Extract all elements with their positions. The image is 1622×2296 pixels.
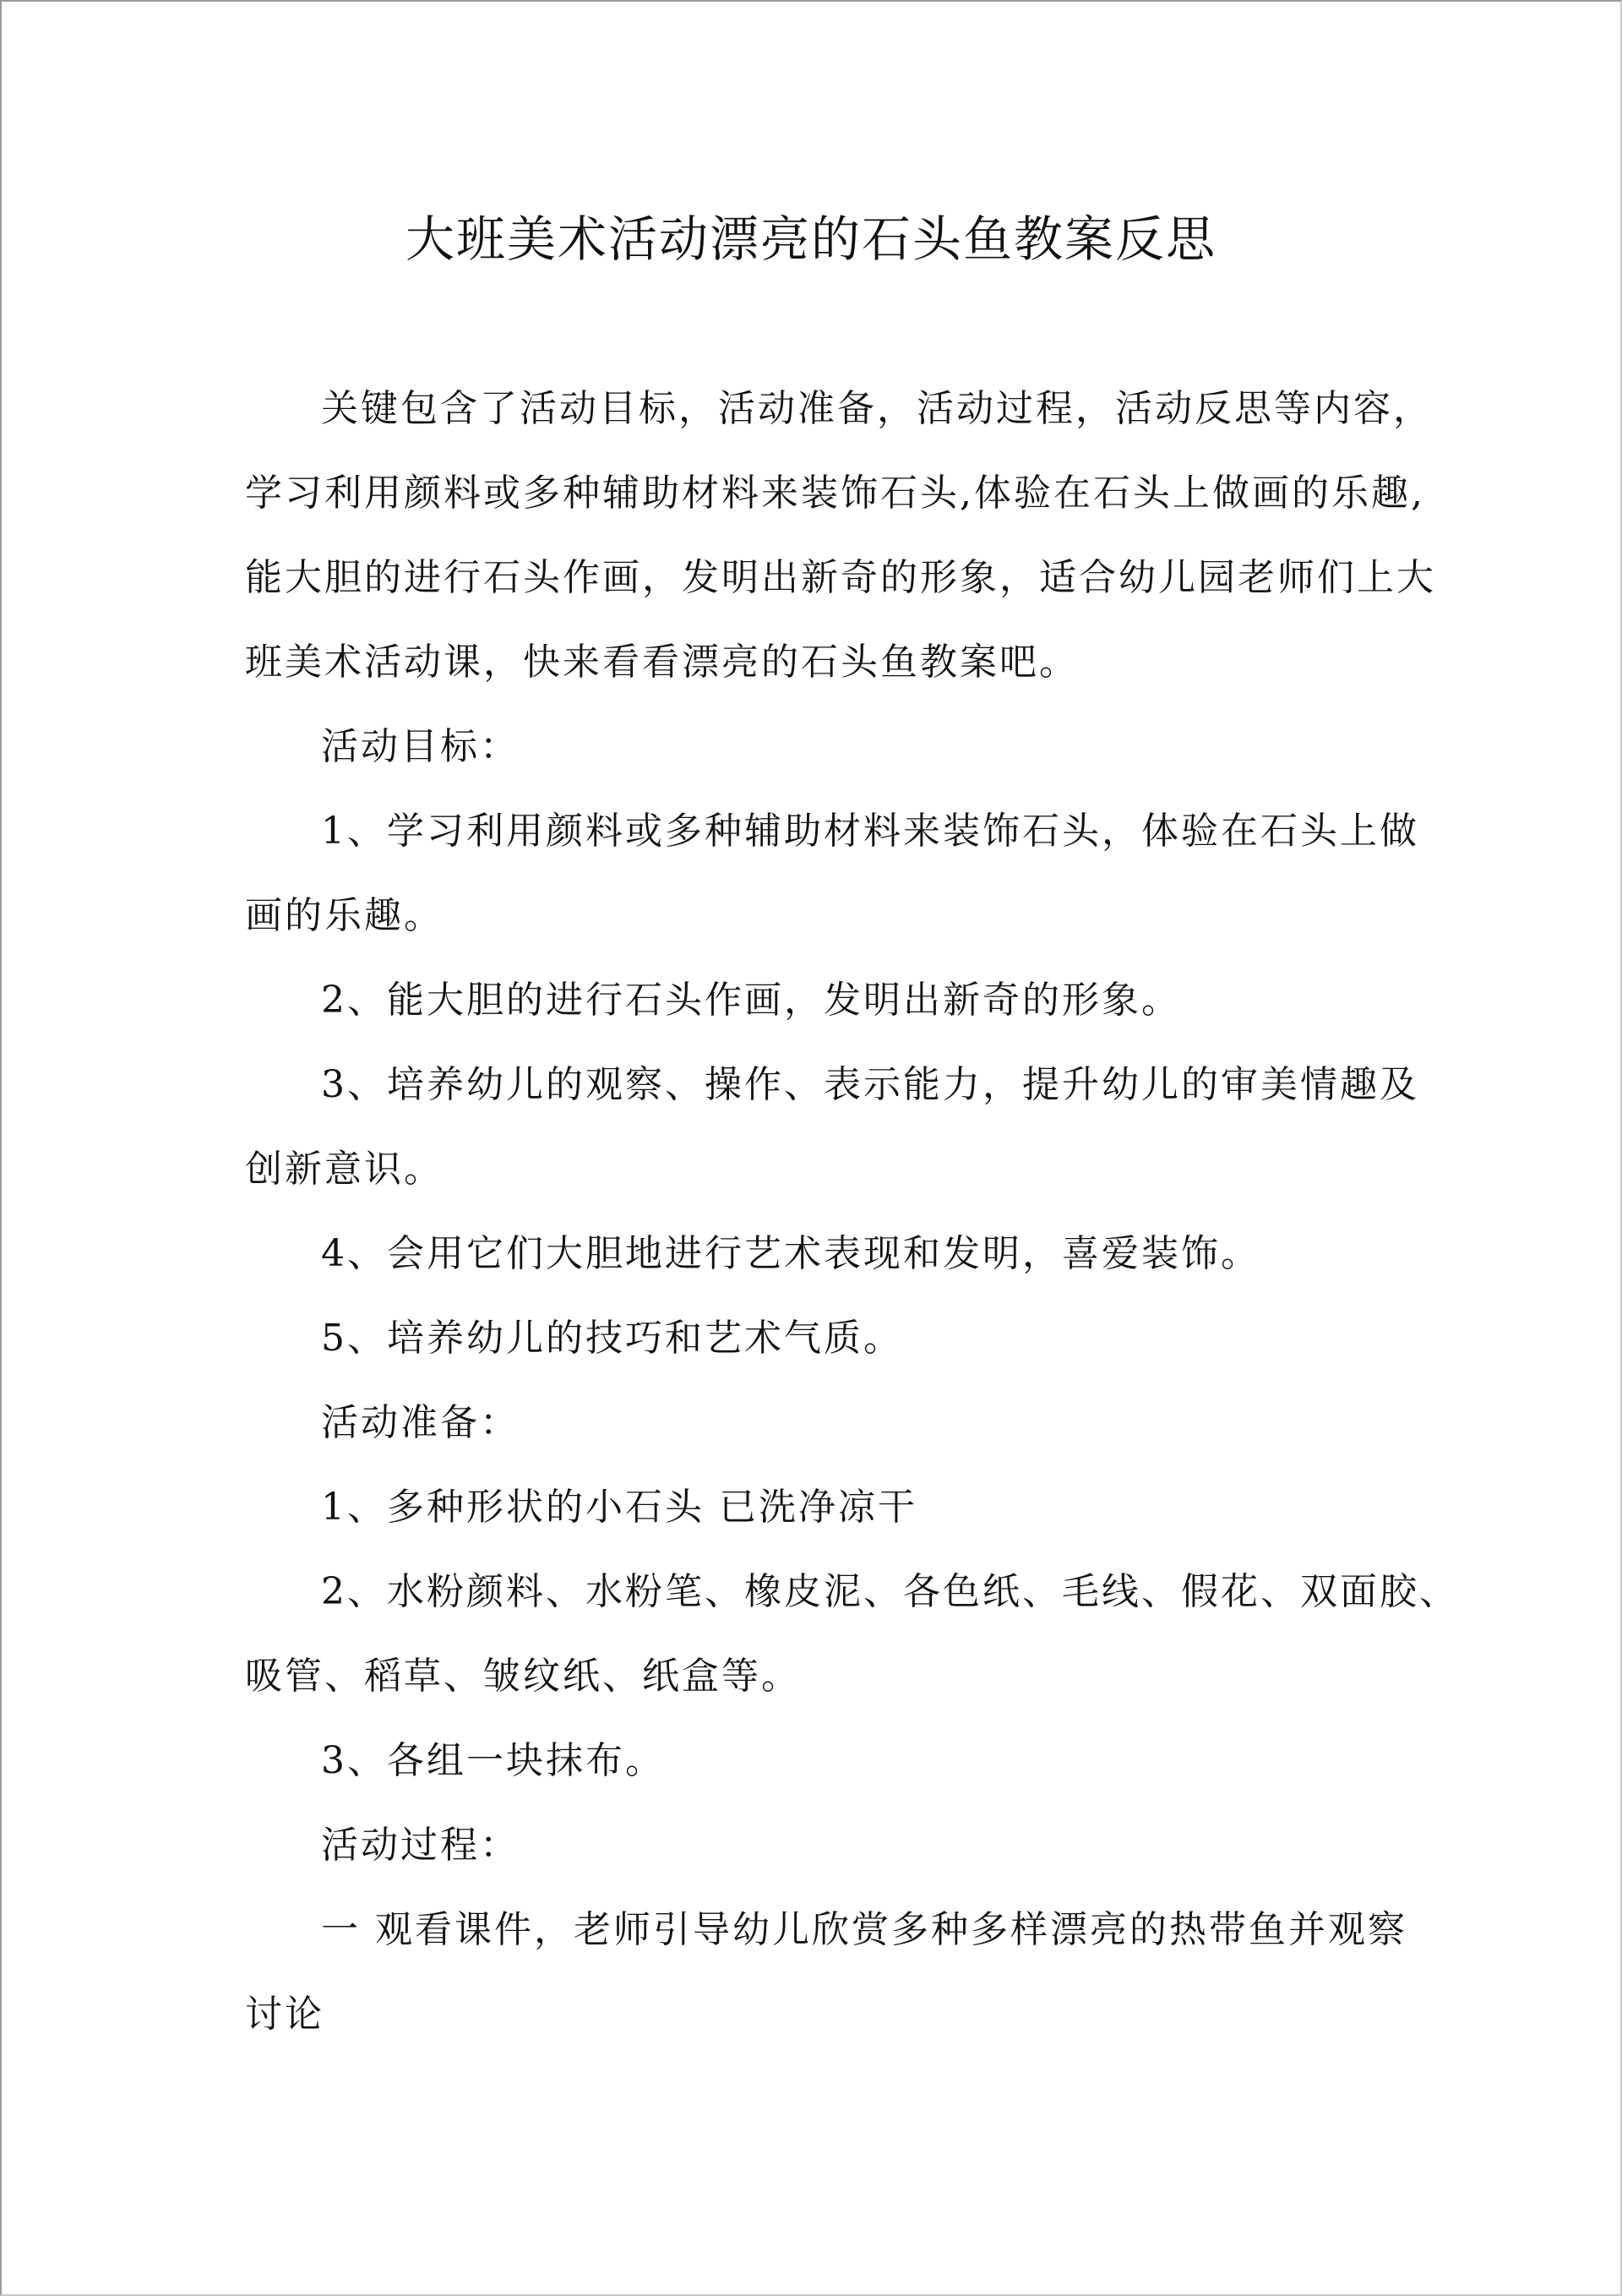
intro-line-2: 学习利用颜料或多种辅助材料来装饰石头,体验在石头上做画的乐趣, [245, 472, 1425, 515]
document-title: 大班美术活动漂亮的石头鱼教案反思 [405, 210, 1216, 268]
prep-2-line-1: 2、水粉颜料、水粉笔、橡皮泥、各色纸、毛线、假花、双面胶、 [321, 1570, 1459, 1613]
section-heading-process: 活动过程： [321, 1824, 520, 1867]
process-1-line-1: 一 观看课件，老师引导幼儿欣赏多种多样漂亮的热带鱼并观察 [321, 1908, 1407, 1951]
goal-1-line-2: 画的乐趣。 [245, 894, 444, 937]
intro-line-1: 关键包含了活动目标，活动准备，活动过程，活动反思等内容， [321, 387, 1433, 430]
goal-1-line-1: 1、学习利用颜料或多种辅助材料来装饰石头，体验在石头上做 [321, 810, 1419, 853]
prep-2-line-2: 吸管、稻草、皱纹纸、纸盒等。 [245, 1655, 801, 1698]
section-heading-preparation: 活动准备： [321, 1401, 520, 1444]
prep-3: 3、各组一块抹布。 [321, 1739, 665, 1782]
intro-line-4: 班美术活动课，快来看看漂亮的石头鱼教案吧。 [245, 641, 1079, 684]
section-heading-goals: 活动目标： [321, 725, 520, 768]
intro-line-3: 能大胆的进行石头作画，发明出新奇的形象，适合幼儿园老师们上大 [245, 556, 1436, 599]
goal-3-line-2: 创新意识。 [245, 1148, 444, 1191]
goal-2: 2、能大胆的进行石头作画，发明出新奇的形象。 [321, 979, 1181, 1022]
goal-3-line-1: 3、培养幼儿的观察、操作、表示能力，提升幼儿的审美情趣及 [321, 1063, 1419, 1106]
goal-4: 4、会用它们大胆地进行艺术表现和发明，喜爱装饰。 [321, 1232, 1260, 1275]
goal-5: 5、培养幼儿的技巧和艺术气质。 [321, 1317, 903, 1360]
process-1-line-2: 讨论 [245, 1993, 324, 2036]
prep-1: 1、多种形状的小石头 已洗净凉干 [321, 1486, 917, 1529]
